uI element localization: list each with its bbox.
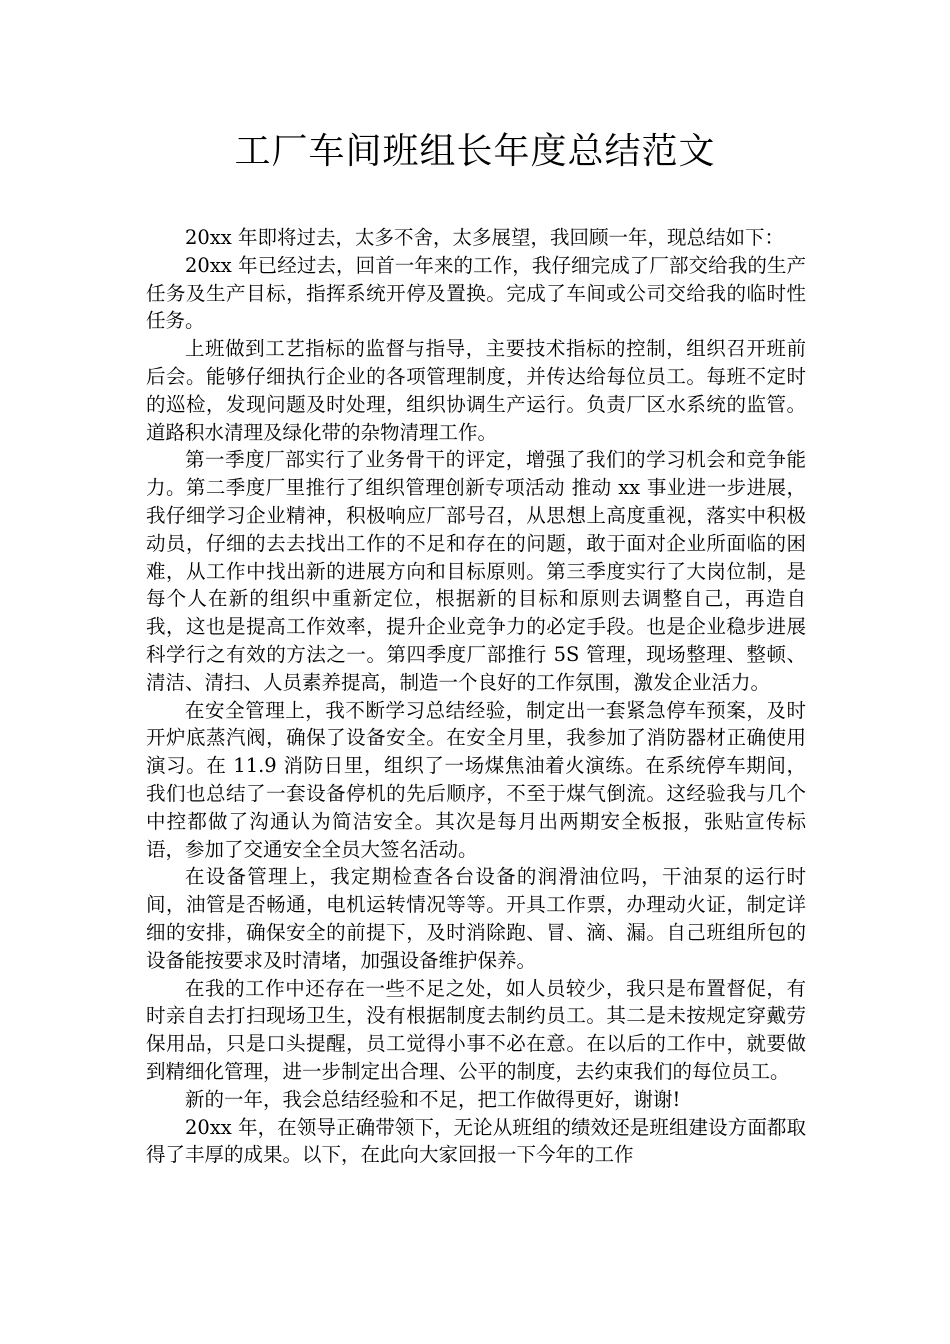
paragraph: 新的一年，我会总结经验和不足，把工作做得更好，谢谢!: [185, 1087, 681, 1111]
document-body: [146, 224, 806, 1169]
paragraph: 上班做到工艺指标的监督与指导，主要技术指标的控制，组织召开班前后会。能够仔细执行企业的各项管理制度，并传达给每位员工。每班不定时的巡检，发现问题及时处理，组织协调生产运行。负责厂区水系统的监管。道路积水清理及绿化带的杂物清理工作。: [146, 337, 806, 444]
paragraph: 在我的工作中还存在一些不足之处，如人员较少，我只是布置督促，有时亲自去打扫现场卫生，没有根据制度去制约员工。其二是未按规定穿戴劳保用品，只是口头提醒，员工觉得小事不必在意。在以后的工作中，就要做到精细化管理，进一步制定出合理、公平的制度，去约束我们的每位员工。: [146, 976, 806, 1083]
paragraph: 在设备管理上，我定期检查各台设备的润滑油位吗，干油泵的运行时间，油管是否畅通，电机运转情况等等。开具工作票，办理动火证，制定详细的安排，确保安全的前提下，及时消除跑、冒、滴、漏。自己班组所包的设备能按要求及时清堵，加强设备维护保养。: [146, 865, 806, 972]
document-title: 工厂车间班组长年度总结范文: [234, 131, 716, 172]
paragraph: 在安全管理上，我不断学习总结经验，制定出一套紧急停车预案，及时开炉底蒸汽阀，确保了设备安全。在安全月里，我参加了消防器材正确使用演习。在 11.9 消防日里，组织了一场煤焦油着火演练。在系统停车期间，我们也总结了一套设备停机的先后顺序，不至于煤气倒流。这经验我与几个中控都做了沟通认为简洁安全。其次是每月出两期安全板报，张贴宣传标语，参加了交通安全全员大签名活动。: [146, 698, 806, 861]
paragraph: 20xx 年即将过去，太多不舍，太多展望，我回顾一年，现总结如下：: [185, 226, 785, 249]
paragraph: 20xx 年，在领导正确带领下，无论从班组的绩效还是班组建设方面都取得了丰厚的成果。以下，在此向大家回报一下今年的工作: [146, 1115, 806, 1167]
paragraph: 20xx 年已经过去，回首一年来的工作，我仔细完成了厂部交给我的生产任务及生产目标，指挥系统开停及置换。完成了车间或公司交给我的临时性任务。: [146, 253, 806, 333]
paragraph: 第一季度厂部实行了业务骨干的评定，增强了我们的学习机会和竞争能力。第二季度厂里推行了组织管理创新专项活动 推动 xx 事业进一步进展，我仔细学习企业精神，积极响应厂部号召，从思想上高度重视，落实中积极动员，仔细的去去找出工作的不足和存在的问题，敢于面对企业所面临的困难，从工作中找出新的进展方向和目标原则。第三季度实行了大岗位制，是每个人在新的组织中重新定位，根据新的目标和原则去调整自己，再造自我，这也是提高工作效率，提升企业竞争力的必定手段。也是企业稳步进展 科学行之有效的方法之一。第四季度厂部推行 5S 管理，现场整理、整顿、清洁、清扫、人员素养提高，制造一个良好的工作氛围，激发企业活力。: [146, 448, 806, 694]
